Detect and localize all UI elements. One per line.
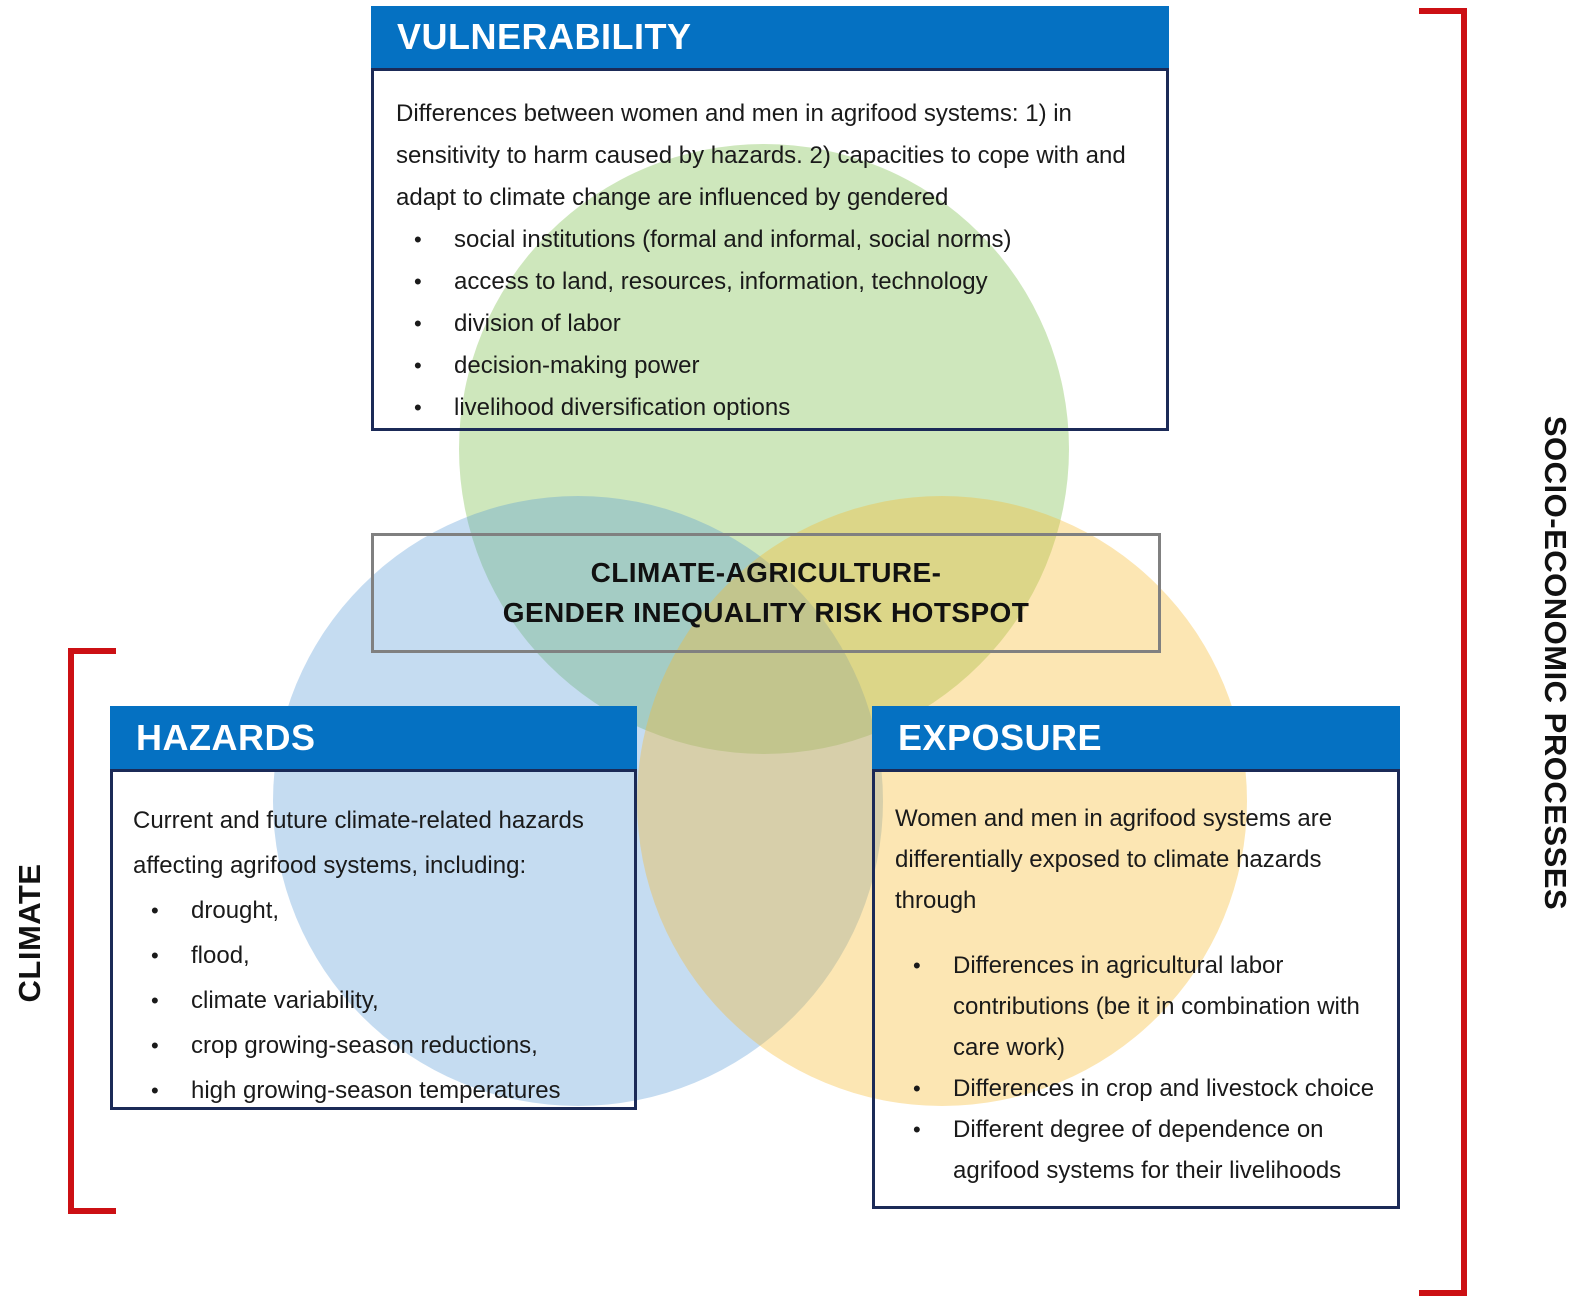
hazards-intro-text: Current and future climate-related hazards affecting agrifood systems, including: (133, 807, 584, 879)
list-item: • division of labor (396, 303, 1140, 345)
list-item: • climate variability, (133, 978, 616, 1023)
list-item: • Differences in agricultural labor contributions (be it in combination with care work) (895, 945, 1379, 1068)
risk-hotspot-line-2: GENDER INEQUALITY RISK HOTSPOT (502, 597, 1030, 628)
vulnerability-panel (371, 6, 1169, 431)
vulnerability-intro-text: Differences between women and men in agrifood systems: 1) in sensitivity to harm caused by hazards. 2) capacities to cope with and adapt to climate change are influenced by gendered (396, 100, 1126, 211)
hazards-panel (110, 706, 637, 1110)
list-item: • livelihood diversification options (396, 387, 1140, 429)
hazards-panel-header: HAZARDS (110, 706, 637, 769)
list-item: • decision-making power (396, 345, 1140, 387)
list-item: • Different degree of dependence on agrifood systems for their livelihoods (895, 1109, 1379, 1191)
exposure-intro-text: Women and men in agrifood systems are differentially exposed to climate hazards through (895, 805, 1333, 914)
exposure-panel (872, 706, 1400, 1209)
vulnerability-bullet-list (396, 219, 1140, 429)
vulnerability-panel-body (371, 68, 1169, 431)
list-item: • access to land, resources, information, technology (396, 261, 1140, 303)
list-item: • high growing-season temperatures (133, 1068, 616, 1113)
exposure-panel-header: EXPOSURE (872, 706, 1400, 769)
socio-economic-bracket (1419, 8, 1467, 1296)
list-item: • drought, (133, 888, 616, 933)
list-item: • crop growing-season reductions, (133, 1023, 616, 1068)
list-item: • social institutions (formal and informal, social norms) (396, 219, 1140, 261)
list-item: • Differences in crop and livestock choice (895, 1068, 1379, 1109)
hazards-bullet-list (133, 888, 616, 1113)
vulnerability-panel-header: VULNERABILITY (371, 6, 1169, 68)
risk-hotspot-line-1: CLIMATE-AGRICULTURE- (590, 557, 942, 588)
socio-economic-axis-label: SOCIO-ECONOMIC PROCESSES (1538, 415, 1573, 911)
climate-bracket (68, 648, 116, 1214)
hazards-panel-body (110, 769, 637, 1110)
risk-hotspot-box (371, 533, 1161, 653)
exposure-bullet-list (895, 945, 1379, 1191)
climate-axis-label: CLIMATE (12, 863, 47, 1003)
list-item: • flood, (133, 933, 616, 978)
exposure-panel-body (872, 769, 1400, 1209)
